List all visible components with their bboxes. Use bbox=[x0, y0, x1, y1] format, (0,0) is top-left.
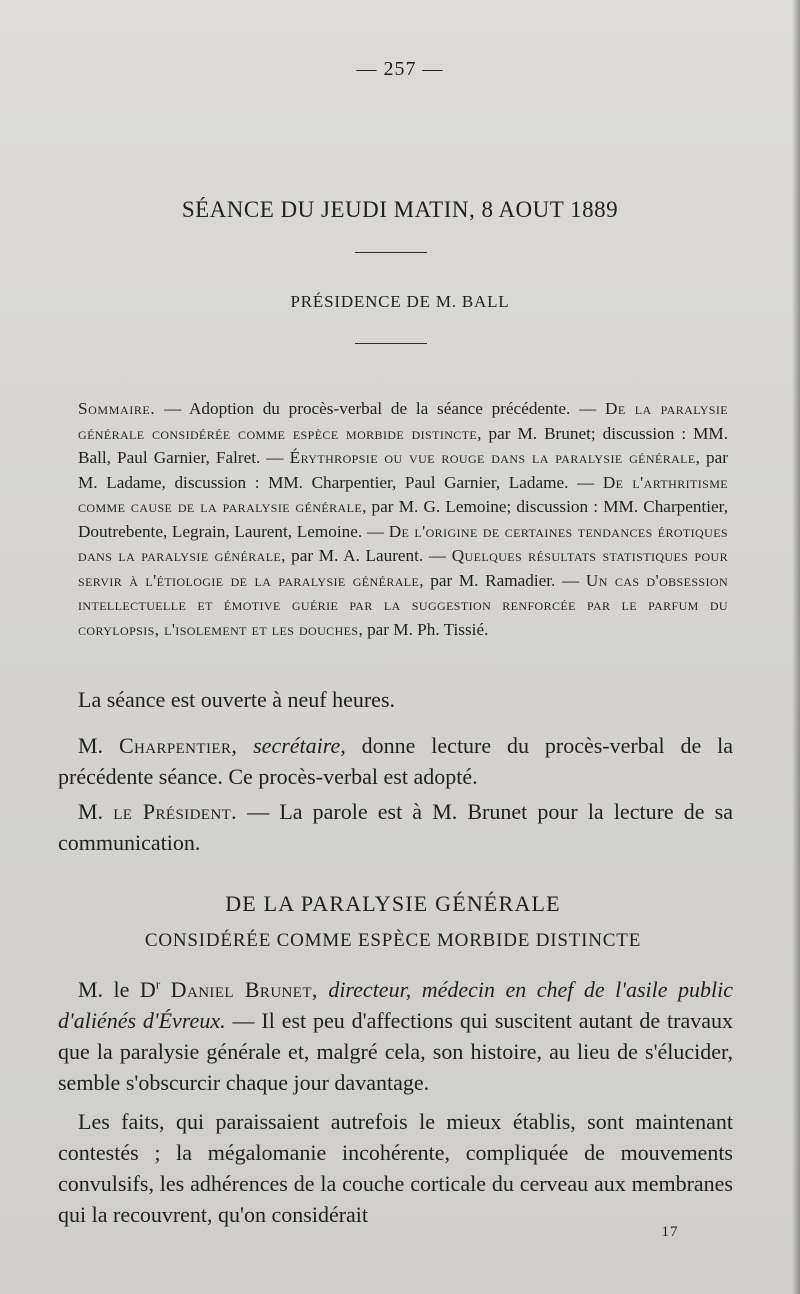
speaker-role: secrétaire, bbox=[253, 733, 346, 758]
summary-text: , par M. G. Lemoine; discussion : MM. Charpentier, Doutrebente, Legrain, Laurent, Lemoine. — bbox=[78, 497, 728, 541]
summary-text: , par M. Ladame, discussion : MM. Charpentier, Paul Garnier, Ladame. — bbox=[78, 448, 728, 492]
summary-text: , par M. Brunet; discussion : MM. Ball, Paul Garnier, Falret. — bbox=[78, 423, 729, 467]
summary-text: — Adoption du procès-verbal de la séance précédente. — bbox=[155, 399, 606, 418]
summary-label: Sommaire. bbox=[78, 399, 156, 418]
summary-topic: De l'arthritisme comme cause de la paralysie générale bbox=[78, 472, 729, 516]
title-divider bbox=[355, 252, 427, 253]
paragraph-text: donne lecture du procès-verbal de la précédente séance. Ce procès-verbal est adopté. bbox=[58, 733, 733, 789]
summary-text: , par M. Ph. Tissié. bbox=[358, 619, 489, 639]
summary-topic: Un cas d'obsession intellectuelle et émotive guérie par la suggestion renforcée par le parfum du corylopsis, l'isolement et les douches bbox=[78, 570, 729, 639]
speaker-name: le Président. bbox=[113, 799, 238, 824]
summary-topic: Quelques résultats statistiques pour servir à l'étiologie de la paralysie générale bbox=[78, 546, 728, 590]
article-title: DE LA PARALYSIE GÉNÉRALE bbox=[225, 891, 561, 916]
speaker-prefix: M. le D bbox=[78, 977, 156, 1002]
presidence-divider bbox=[355, 343, 427, 344]
paragraph-text: — Il est peu d'affections qui suscitent autant de travaux que la paralysie générale et, malgré cela, son histoire, au lieu de s'élucider, semble s'obscurcir chaque jour davantage. bbox=[58, 1008, 733, 1095]
speaker-name: Daniel Brunet, bbox=[170, 977, 318, 1002]
charpentier-paragraph bbox=[58, 730, 733, 792]
title-superscript: r bbox=[155, 976, 161, 992]
summary-text: , par M. Ramadier. — bbox=[419, 570, 586, 590]
summary-topic: De l'origine de certaines tendances érotiques dans la paralysie générale bbox=[78, 521, 728, 565]
session-title: SÉANCE DU JEUDI MATIN, 8 AOUT 1889 bbox=[181, 197, 619, 222]
speaker-prefix: M. bbox=[78, 733, 119, 758]
speaker-name: Charpentier, bbox=[118, 733, 238, 758]
president-paragraph bbox=[58, 796, 733, 858]
summary-text: , par M. A. Laurent. — bbox=[281, 546, 452, 565]
presidence-heading: PRÉSIDENCE DE M. BALL bbox=[290, 292, 510, 311]
article-subtitle: CONSIDÉRÉE COMME ESPÈCE MORBIDE DISTINCTE bbox=[144, 930, 642, 951]
summary-topic: Érythropsie ou vue rouge dans la paralysie générale bbox=[289, 448, 696, 467]
brunet-paragraph bbox=[58, 974, 733, 1098]
summary-topic: De la paralysie générale considérée comme espèce morbide distincte bbox=[78, 399, 728, 443]
speaker-role: directeur, médecin en chef de l'asile public d'aliénés d'Évreux. bbox=[58, 977, 733, 1033]
page-number: — 257 — bbox=[356, 58, 444, 80]
opening-paragraph: La séance est ouverte à neuf heures. bbox=[78, 687, 396, 712]
page-edge-shadow bbox=[792, 0, 800, 1294]
body-paragraph: Les faits, qui paraissaient autrefois le mieux établis, sont maintenant contestés ; la mégalomanie incohérente, compliquée de mouvements convulsifs, les adhérences de la couche corticale du cerveau aux membranes qui la recouvrent, qu'on considérait bbox=[58, 1109, 733, 1227]
signature-mark: 17 bbox=[661, 1224, 679, 1240]
paragraph-text: — La parole est à M. Brunet pour la lecture de sa communication. bbox=[58, 799, 734, 855]
summary-paragraph bbox=[78, 397, 728, 642]
speaker-prefix: M. bbox=[78, 799, 114, 824]
